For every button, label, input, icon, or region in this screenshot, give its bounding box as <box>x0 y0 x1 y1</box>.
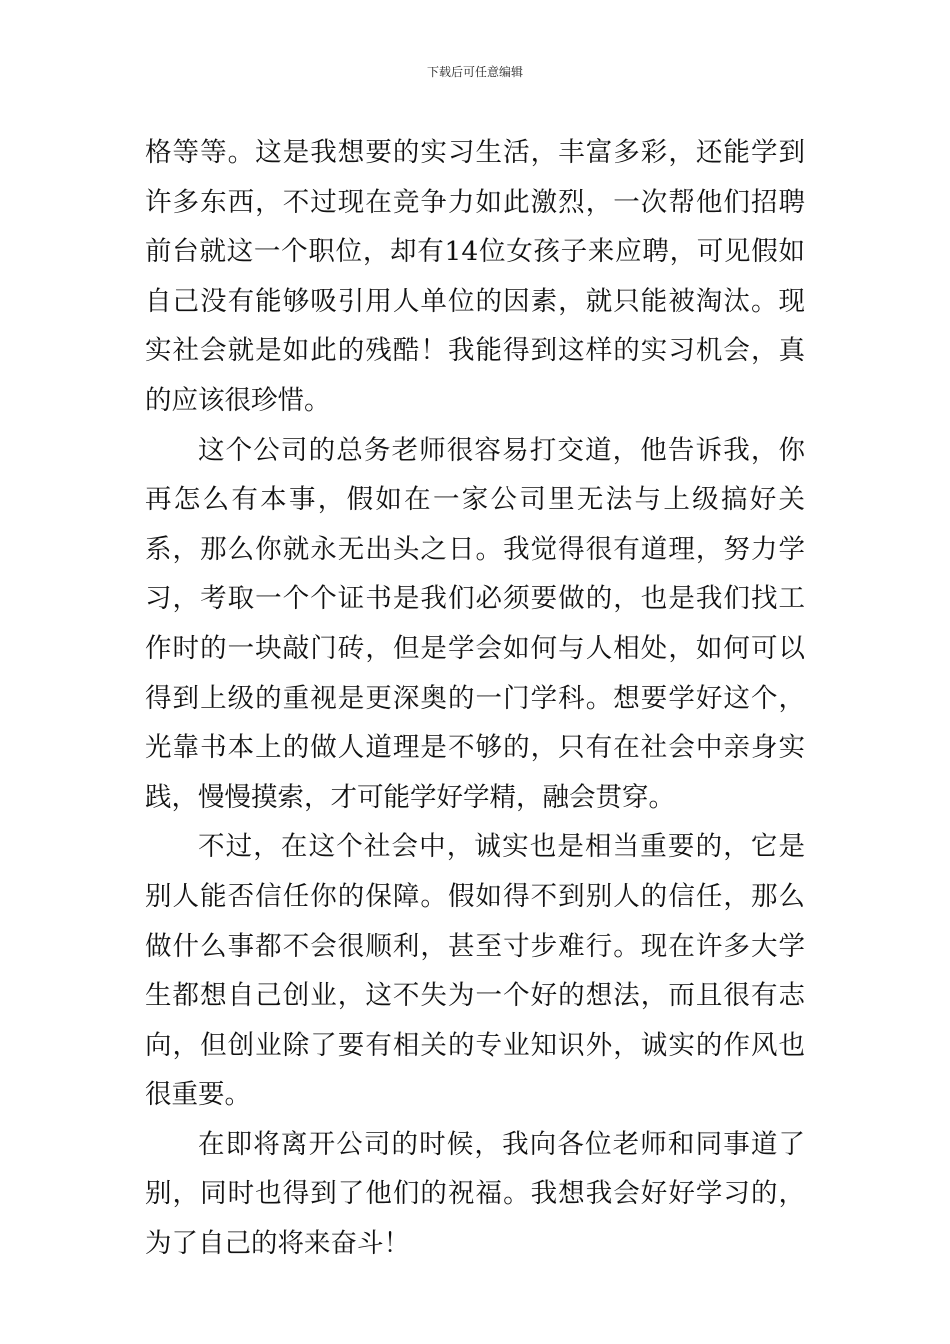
document-body <box>145 128 805 1269</box>
page-header: 下载后可任意编辑 <box>426 65 523 79</box>
paragraph-1: 格等等。这是我想要的实习生活，丰富多彩，还能学到许多东西，不过现在竞争力如此激烈，一次帮他们招聘前台就这一个职位，却有14位女孩子来应聘，可见假如自己没有能够吸引用人单位的因素，就只能被淘汰。现实社会就是如此的残酷！我能得到这样的实习机会，真的应该很珍惜。 <box>145 137 805 416</box>
paragraph-2: 这个公司的总务老师很容易打交道，他告诉我，你再怎么有本事，假如在一家公司里无法与上级搞好关系，那么你就永无出头之日。我觉得很有道理，努力学习，考取一个个证书是我们必须要做的，也是我们找工作时的一块敲门砖，但是学会如何与人相处，如何可以得到上级的重视是更深奥的一门学科。想要学好这个，光靠书本上的做人道理是不够的，只有在社会中亲身实践，慢慢摸索，才可能学好学精，融会贯穿。 <box>145 434 805 813</box>
paragraph-3: 不过，在这个社会中，诚实也是相当重要的，它是别人能否信任你的保障。假如得不到别人的信任，那么做什么事都不会很顺利，甚至寸步难行。现在许多大学生都想自己创业，这不失为一个好的想法，而且很有志向，但创业除了要有相关的专业知识外，诚实的作风也很重要。 <box>145 831 805 1111</box>
paragraph-4: 在即将离开公司的时候，我向各位老师和同事道了别，同时也得到了他们的祝福。我想我会好好学习的，为了自己的将来奋斗！ <box>145 1128 805 1260</box>
